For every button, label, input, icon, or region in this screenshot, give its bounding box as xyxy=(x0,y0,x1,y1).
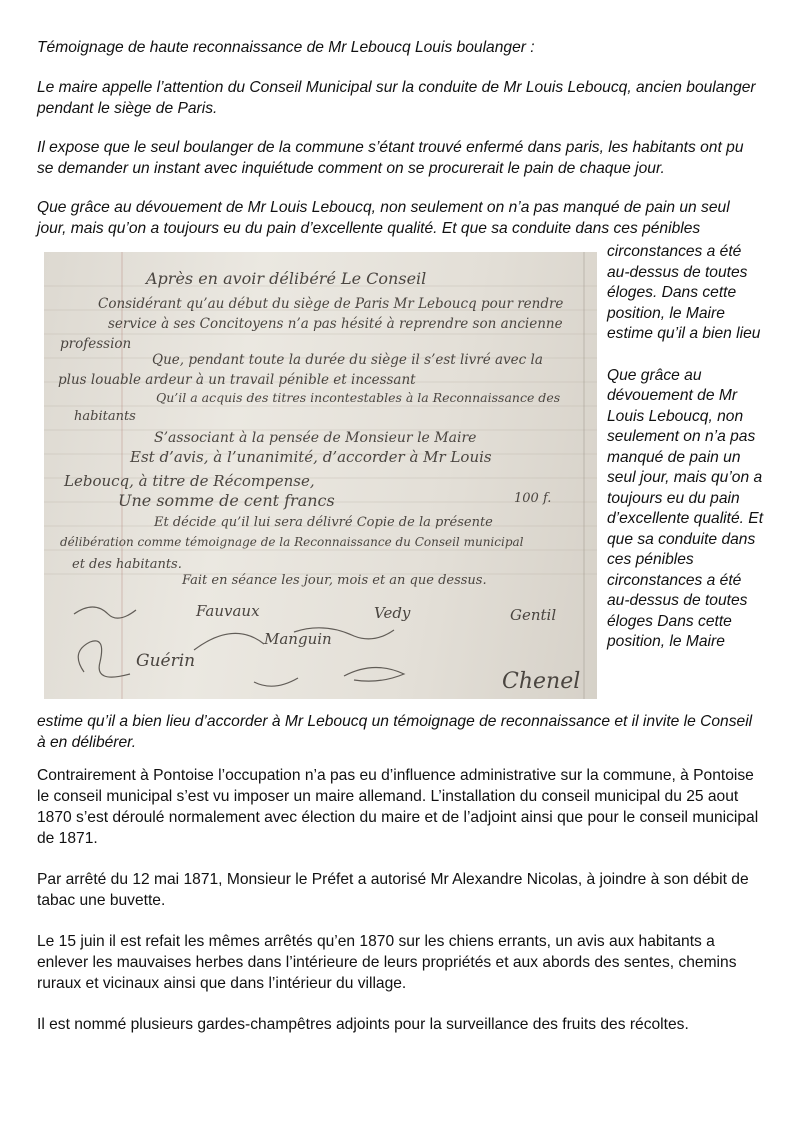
expose-paragraph: Il expose que le seul boulanger de la commune s’étant trouvé enfermé dans paris, les habitants ont pu se demander un instant avec inquiétude comment on se procurerait le pain de chaque jour. xyxy=(37,139,744,177)
signature: Manguin xyxy=(264,630,332,648)
register-photo xyxy=(44,252,597,699)
manuscript-line: et des habitants. xyxy=(72,557,182,572)
signature: Vedy xyxy=(374,604,411,622)
june-paragraph: Le 15 juin il est refait les mêmes arrêtés qu’en 1870 sur les chiens errants, un avis aux habitants a enlever les mauvaises herbes dans l’intérieure de leurs propriétés et aux abords des sentes, chemins ruraux et vicinaux ainsi que dans l’intérieur du village. xyxy=(37,933,737,992)
manuscript-line: Considérant qu’au début du siège de Paris Mr Leboucq pour rendre xyxy=(98,296,564,312)
arrete-paragraph: Par arrêté du 12 mai 1871, Monsieur le Préfet a autorisé Mr Alexandre Nicolas, à joindre à son débit de tabac une buvette. xyxy=(37,871,749,909)
manuscript-line: délibération comme témoignage de la Reconnaissance du Conseil municipal xyxy=(60,535,524,549)
signature: Guérin xyxy=(136,651,196,671)
signature: Fauvaux xyxy=(196,602,260,620)
page-title: Témoignage de haute reconnaissance de Mr Leboucq Louis boulanger : xyxy=(37,39,535,56)
manuscript-line: Que, pendant toute la durée du siège il s’est livré avec la xyxy=(152,352,543,368)
grace-paragraph-lead: Que grâce au dévouement de Mr Louis Leboucq, non seulement on n’a pas manqué de pain un seul jour, mais qu’on a toujours eu du pain d’excellente qualité. Et que sa conduite dans ces pénibles xyxy=(37,199,730,237)
manuscript-line: habitants xyxy=(74,409,136,424)
signature: Gentil xyxy=(510,606,557,624)
gardes-paragraph: Il est nommé plusieurs gardes-champêtres adjoints pour la surveillance des fruits des récoltes. xyxy=(37,1016,689,1033)
manuscript-line: Une somme de cent francs xyxy=(118,491,335,510)
manuscript-line: Est d’avis, à l’unanimité, d’accorder à Mr Louis xyxy=(130,448,492,466)
manuscript-line: Leboucq, à titre de Récompense, xyxy=(64,472,315,490)
manuscript-line: Après en avoir délibéré Le Conseil xyxy=(146,269,427,288)
manuscript-line: Qu’il a acquis des titres incontestables à la Reconnaissance des xyxy=(156,390,561,405)
side-text-column xyxy=(607,242,767,674)
manuscript-line: Fait en séance les jour, mois et an que dessus. xyxy=(182,573,487,588)
manuscript-line: Et décide qu’il lui sera délivré Copie de la présente xyxy=(154,515,493,530)
manuscript-amount: 100 f. xyxy=(514,491,552,506)
side-paragraph: Que grâce au dévouement de Mr Louis Leboucq, non seulement on n’a pas manqué de pain un seul jour, mais qu’on a toujours eu du pain d’excellente qualité. Et que sa conduite dans ces pénibles circonstances a été au-dessus de toutes éloges Dans cette position, le Maire xyxy=(607,366,764,650)
manuscript-line: plus louable ardeur à un travail pénible et incessant xyxy=(58,372,416,388)
occupation-paragraph: Contrairement à Pontoise l’occupation n’a pas eu d’influence administrative sur la commune, à Pontoise le conseil municipal s’est vu imposer un maire allemand. L’installation du conseil municipal du 25 aout 1870 s’est déroulé normalement avec élection du maire et de l’adjoint ainsi que pour le conseil municipal de 1871. xyxy=(37,767,759,847)
side-paragraph: circonstances a été au-dessus de toutes éloges. Dans cette position, le Maire estime qu’il a bien lieu xyxy=(607,243,761,342)
intro-paragraph: Le maire appelle l’attention du Conseil Municipal sur la conduite de Mr Louis Leboucq, ancien boulanger pendant le siège de Paris. xyxy=(37,79,756,117)
manuscript-line: service à ses Concitoyens n’a pas hésité à reprendre son ancienne xyxy=(108,316,563,332)
manuscript-line: S’associant à la pensée de Monsieur le Maire xyxy=(154,430,477,446)
manuscript-line: profession xyxy=(60,336,132,352)
grace-paragraph-tail: estime qu’il a bien lieu d’accorder à Mr Leboucq un témoignage de reconnaissance et il invite le Conseil à en délibérer. xyxy=(37,713,753,751)
signature: Chenel xyxy=(502,669,581,694)
